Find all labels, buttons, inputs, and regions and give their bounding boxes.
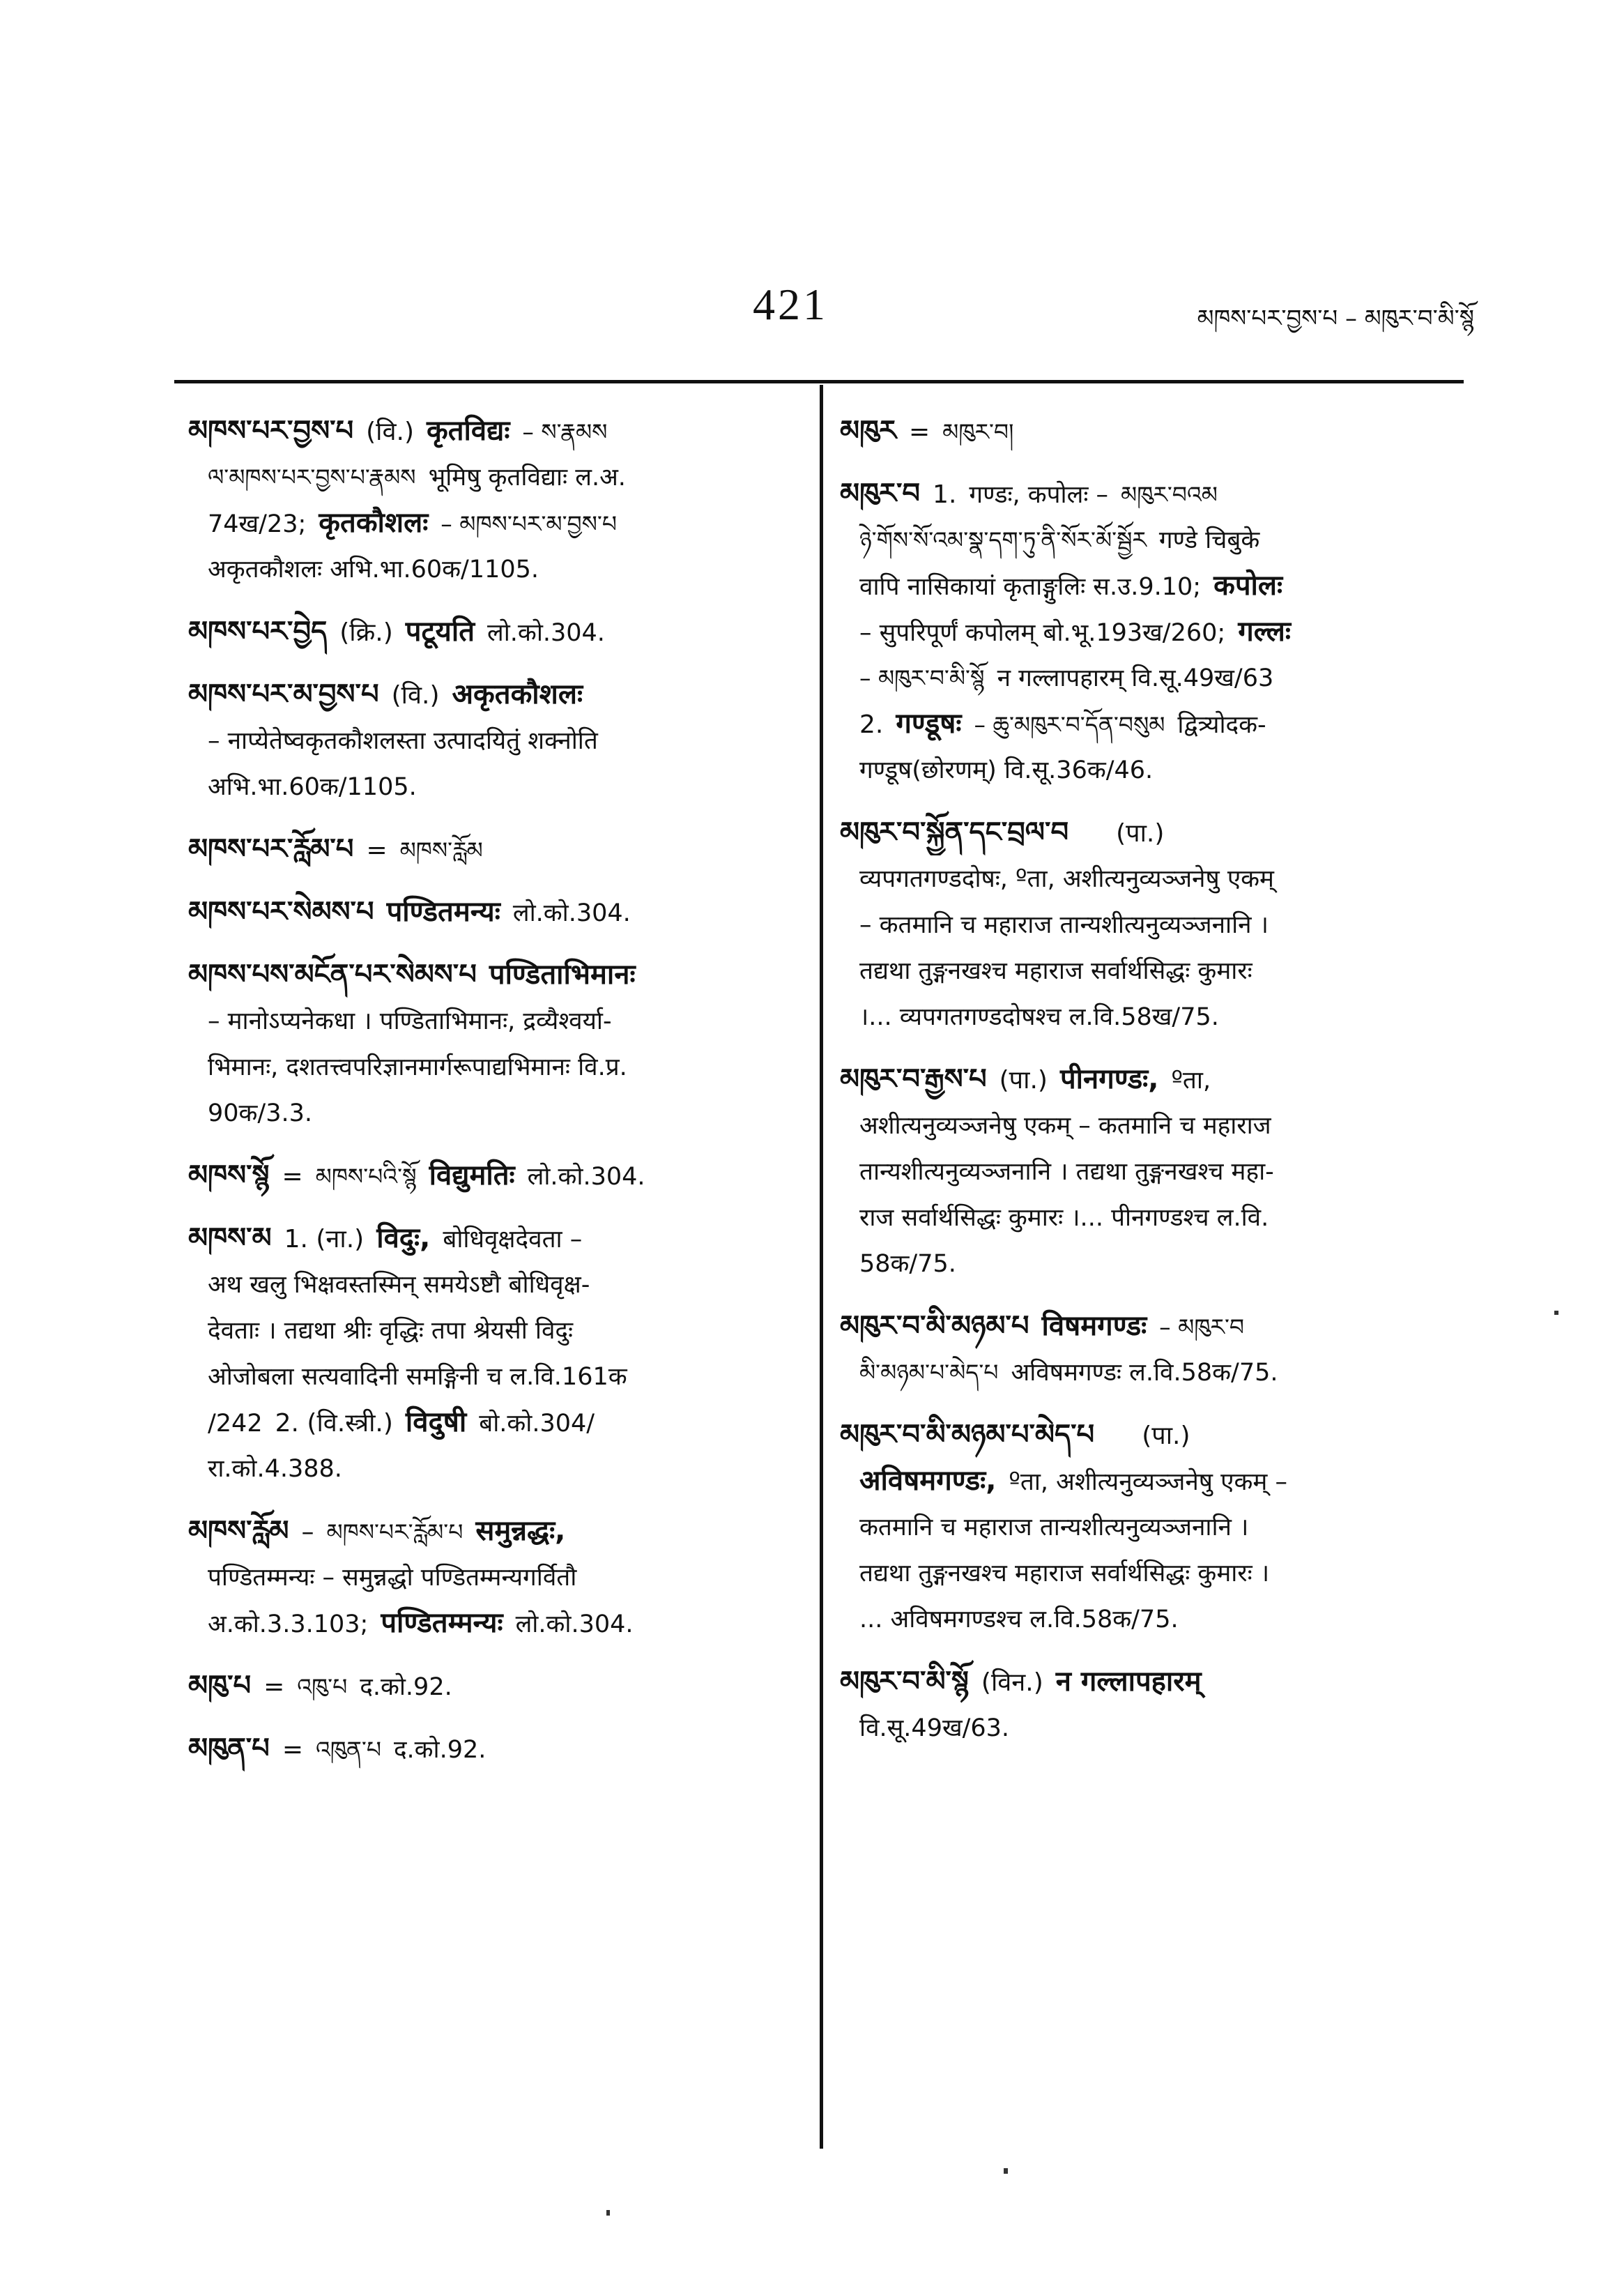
citation-text: पण्डितम्मन्यः – समुन्नद्धो पण्डितम्मन्यगर्वितौ	[208, 1564, 577, 1592]
entry-body-line	[840, 901, 1453, 947]
tibetan-example: འཁུ་པ	[297, 1673, 348, 1700]
dictionary-entry	[840, 1412, 1453, 1642]
citation-text: ... अविषमगण्डश्च ल.वि.58क/75.	[859, 1606, 1179, 1633]
entry-head-line	[188, 889, 802, 935]
dictionary-entry	[188, 408, 802, 592]
citation-text: 58क/75.	[859, 1250, 956, 1278]
sanskrit-equivalent: गण्डूषः	[896, 708, 962, 740]
entry-body-line	[188, 1044, 802, 1090]
page-number: 421	[753, 280, 828, 329]
tibetan-example: མཁས་རློམ	[399, 837, 483, 864]
citation-text: – मानोऽप्यनेकधा । पण्डिताभिमानः, द्रव्यैश्वर्या-	[208, 1007, 612, 1035]
entry-body-line	[840, 1240, 1453, 1286]
citation-text: अ.को.3.3.103;	[208, 1610, 369, 1638]
citation-text: अकृतकौशलः अभि.भा.60क/1105.	[208, 556, 539, 584]
headword: མཁུན་པ	[188, 1732, 270, 1765]
headword: མཁས་མ	[188, 1222, 272, 1254]
grammar-label: (पा.)	[1142, 1422, 1190, 1450]
headword: མཁུར་བ་མི་སྙོ	[840, 1666, 969, 1698]
headword: མཁས་པར་རློམ་པ	[188, 833, 354, 865]
sanskrit-equivalent: कपोलः	[1213, 570, 1283, 602]
headword: མཁུར་བ་མི་མཉམ་པ་མེད་པ	[840, 1419, 1095, 1451]
tibetan-example: – མཁུར་བ་མི་སྙོ	[859, 664, 985, 692]
entry-head-line	[840, 408, 1453, 454]
dictionary-entry	[188, 1508, 802, 1646]
dictionary-entry	[840, 1303, 1453, 1395]
citation-text: ।... व्यपगतगण्डदोषश्च ल.वि.58ख/75.	[859, 1003, 1219, 1031]
entry-head-line	[840, 1303, 1453, 1349]
entry-body-line	[840, 655, 1453, 701]
entry-body-line	[840, 1194, 1453, 1240]
citation-text: राज सर्वार्थसिद्धः कुमारः ।... पीनगण्डश्च ल.वि.	[859, 1204, 1269, 1232]
headword: མཁས་སྙོ	[188, 1159, 270, 1191]
sanskrit-equivalent: विद्युमतिः	[429, 1159, 515, 1191]
entry-head-line	[840, 1659, 1453, 1705]
citation-text: रा.को.4.388.	[208, 1455, 342, 1483]
entry-head-line	[840, 1412, 1453, 1458]
entry-body-line	[840, 855, 1453, 901]
headword: མཁུར	[840, 415, 896, 447]
headword: མཁས་པར་བྱས་པ	[188, 415, 354, 447]
citation-text: वि.सू.49ख/63.	[859, 1714, 1010, 1742]
entry-head-line	[188, 671, 802, 717]
citation-text: कतमानि च महाराज तान्यशीत्यनुव्यञ्जनानि ।	[859, 1514, 1249, 1541]
headword: མཁས་པར་བྱེད	[188, 616, 328, 648]
entry-body-line	[840, 563, 1453, 609]
column-divider	[820, 385, 823, 2149]
grammar-label: (वि.)	[366, 418, 414, 446]
citation-text: लो.को.304.	[512, 899, 631, 927]
citation-text: – नाप्येतेष्वकृतकौशलस्ता उत्पादयितुं शक्नोति	[208, 727, 598, 755]
dictionary-entry	[840, 1056, 1453, 1286]
tibetan-example: མི་མཉམ་པ་མེད་པ	[859, 1359, 999, 1386]
grammar-label: (पा.)	[1116, 819, 1165, 848]
entry-head-line	[188, 1215, 802, 1261]
entry-body-line	[840, 947, 1453, 993]
dictionary-entry	[840, 408, 1453, 454]
entry-body-line	[840, 1550, 1453, 1596]
tibetan-example: – མཁས་པར་མ་བྱས་པ	[441, 510, 618, 538]
citation-text: तद्यथा तुङ्गनखश्च महाराज सर्वार्थसिद्धः कुमारः ।	[859, 1560, 1270, 1587]
headword: མཁུར་བ	[840, 478, 921, 510]
entry-head-line	[188, 1663, 802, 1709]
grammar-label: =	[263, 1672, 285, 1701]
tibetan-example: འཁུན་པ	[315, 1736, 381, 1763]
entry-head-line	[188, 1152, 802, 1198]
citation-text: अभि.भा.60क/1105.	[208, 773, 417, 801]
headword: མཁུར་བ་སྐྱོན་དང་བྲལ་བ	[840, 816, 1069, 848]
speck-mark	[1004, 2168, 1008, 2174]
dictionary-entry	[188, 826, 802, 872]
entry-body-line	[840, 1504, 1453, 1550]
citation-text: द.को.92.	[393, 1736, 487, 1764]
dictionary-entry	[188, 952, 802, 1136]
entry-body-line	[188, 1600, 802, 1646]
top-rule	[174, 380, 1464, 383]
entry-body-line	[188, 500, 802, 546]
citation-text: तान्यशीत्यनुव्यञ्जनानि । तद्यथा तुङ्गनखश्च महा-	[859, 1158, 1274, 1186]
citation-text: भिमानः, दशतत्त्वपरिज्ञानमार्गरूपाद्यभिमानः वि.प्र.	[208, 1053, 627, 1081]
entry-head-line	[188, 952, 802, 998]
grammar-label: (वि.)	[391, 681, 440, 710]
entry-head-line	[188, 1508, 802, 1554]
citation-text: गण्डूष(छोरणम्) वि.सू.36क/46.	[859, 756, 1154, 784]
entry-head-line	[188, 408, 802, 454]
entry-body-line	[188, 1445, 802, 1491]
citation-text: भूमिषु कृतविद्याः ल.अ.	[428, 464, 626, 492]
speck-mark	[606, 2210, 610, 2216]
citation-text: अशीत्यनुव्यञ्जनेषु एकम् – कतमानि च महाराज	[859, 1112, 1271, 1140]
entry-body-line	[840, 701, 1453, 747]
tibetan-example: – ས་རྣམས	[522, 418, 608, 445]
citation-text: 74ख/23;	[208, 510, 307, 538]
entry-body-line	[188, 546, 802, 592]
citation-text: – सुपरिपूर्णं कपोलम् बो.भू.193ख/260;	[859, 619, 1226, 647]
grammar-label: =	[282, 1735, 303, 1764]
sanskrit-equivalent: न गल्लापहारम्	[1055, 1666, 1202, 1698]
entry-body-line	[840, 1349, 1453, 1395]
citation-text: गण्डः, कपोलः –	[969, 481, 1109, 509]
grammar-label: –	[301, 1518, 314, 1546]
entry-body-line	[188, 1554, 802, 1600]
sanskrit-equivalent: विदुषी	[405, 1406, 467, 1438]
headword: མཁས་པར་མ་བྱས་པ	[188, 678, 379, 710]
citation-text: लो.को.304.	[487, 619, 605, 647]
sanskrit-equivalent: कृतविद्यः	[427, 415, 510, 447]
citation-text: ºता, अशीत्यनुव्यञ्जनेषु एकम् –	[1009, 1468, 1287, 1496]
entry-body-line	[840, 609, 1453, 655]
citation-text: 90क/3.3.	[208, 1099, 312, 1127]
entry-body-line	[840, 517, 1453, 563]
entry-body-line	[188, 1307, 802, 1353]
citation-text: व्यपगतगण्डदोषः, ºता, अशीत्यनुव्यञ्जनेषु एकम्	[859, 865, 1274, 893]
tibetan-example: མཁུར་བ།	[942, 418, 1014, 445]
headword: མཁུ་པ	[188, 1670, 252, 1702]
grammar-label: 2. (वि.स्त्री.)	[275, 1409, 393, 1438]
grammar-label: (विन.)	[981, 1668, 1043, 1697]
sanskrit-equivalent: अकृतकौशलः	[452, 678, 583, 710]
citation-text: द.को.92.	[360, 1673, 452, 1701]
dictionary-entry	[840, 1659, 1453, 1751]
entry-body-line	[840, 1458, 1453, 1504]
dictionary-entry	[188, 1725, 802, 1771]
tibetan-example: ཉེ་གོས་སོ་འམ་སྣ་དག་ཏུ་ནི་སོར་མོ་སྦྱོར	[859, 526, 1147, 554]
right-column	[840, 408, 1453, 1767]
citation-text: ओजोबला सत्यवादिनी समङ्गिनी च ल.वि.161क	[208, 1363, 627, 1391]
dictionary-entry	[188, 671, 802, 809]
grammar-label: =	[909, 418, 930, 446]
citation-text: ºता,	[1171, 1067, 1211, 1095]
running-head: མཁས་པར་བྱས་པ – མཁུར་བ་མི་སྙོ	[1197, 305, 1474, 333]
dictionary-entry	[840, 809, 1453, 1039]
entry-body-line	[188, 998, 802, 1044]
entry-body-line	[188, 1353, 802, 1399]
citation-text: बोधिवृक्षदेवता –	[443, 1226, 583, 1254]
entry-body-line	[840, 993, 1453, 1039]
entry-body-line	[840, 1705, 1453, 1751]
sanskrit-equivalent: पीनगण्डः,	[1059, 1063, 1159, 1095]
sanskrit-equivalent: पण्डिताभिमानः	[489, 959, 636, 991]
citation-text: /242	[208, 1410, 263, 1438]
citation-text: – कतमानि च महाराज तान्यशीत्यनुव्यञ्जनानि ।	[859, 911, 1269, 939]
headword: མཁུར་བ་མི་མཉམ་པ	[840, 1310, 1029, 1342]
entry-body-line	[188, 454, 802, 500]
entry-head-line	[188, 1725, 802, 1771]
grammar-label: (क्रि.)	[339, 618, 393, 647]
sanskrit-equivalent: विषमगण्डः	[1041, 1310, 1147, 1342]
citation-text: लो.को.304.	[515, 1610, 634, 1638]
grammar-label: (पा.)	[999, 1066, 1048, 1095]
entry-body-line	[188, 1090, 802, 1136]
citation-text: अथ खलु भिक्षवस्तस्मिन् समयेऽष्टौ बोधिवृक्ष-	[208, 1271, 590, 1299]
entry-body-line	[188, 1261, 802, 1307]
citation-text: देवताः । तद्यथा श्रीः वृद्धिः तपा श्रेयसी विदुः	[208, 1317, 574, 1345]
entry-head-line	[840, 471, 1453, 517]
dictionary-entry	[188, 1663, 802, 1709]
citation-text: लो.को.304.	[527, 1163, 645, 1191]
tibetan-example: – ཆུ་མཁུར་བ་དོན་བསུམ	[974, 711, 1165, 738]
left-column	[188, 408, 802, 1788]
tibetan-example: མཁུར་བའམ	[1121, 481, 1218, 508]
sanskrit-equivalent: विदुः,	[376, 1222, 431, 1254]
headword: མཁས་པས་མངོན་པར་སེམས་པ	[188, 959, 477, 991]
citation-text: द्वित्र्योदक-	[1177, 711, 1266, 739]
tibetan-example: – མཁུར་བ	[1159, 1313, 1245, 1341]
sanskrit-equivalent: पण्डितमन्यः	[386, 896, 500, 928]
dictionary-entry	[188, 609, 802, 655]
entry-body-line	[188, 763, 802, 809]
speck-mark	[1554, 1311, 1558, 1315]
tibetan-example: མཁས་པར་རློམ་པ	[326, 1518, 464, 1546]
dictionary-entry	[188, 1152, 802, 1198]
sanskrit-equivalent: समुन्नद्धः,	[475, 1515, 566, 1547]
grammar-label: =	[366, 836, 388, 864]
citation-text: तद्यथा तुङ्गनखश्च महाराज सर्वार्थसिद्धः कुमारः	[859, 957, 1253, 985]
entry-head-line	[840, 1056, 1453, 1102]
entry-body-line	[840, 1596, 1453, 1642]
grammar-label: =	[282, 1162, 303, 1191]
grammar-label: 1. (ना.)	[284, 1225, 365, 1254]
entry-body-line	[840, 1148, 1453, 1194]
citation-text: गण्डे चिबुके	[1158, 526, 1260, 554]
sanskrit-equivalent: कृतकौशलः	[319, 507, 429, 539]
sanskrit-equivalent: पटूयति	[405, 616, 475, 648]
sanskrit-equivalent: पण्डितम्मन्यः	[381, 1607, 503, 1639]
entry-body-line	[840, 1102, 1453, 1148]
headword: མཁུར་བ་རྒྱས་པ	[840, 1063, 987, 1095]
entry-head-line	[840, 809, 1453, 855]
citation-text: बो.को.304/	[479, 1410, 595, 1438]
grammar-label: 1.	[933, 480, 957, 509]
dictionary-entry	[188, 1215, 802, 1491]
citation-text: वापि नासिकायां कृताङ्गुलिः स.उ.9.10;	[859, 573, 1202, 601]
entry-body-line	[188, 1399, 802, 1445]
grammar-label: 2.	[859, 710, 884, 739]
citation-text: न गल्लापहारम् वि.सू.49ख/63	[997, 664, 1274, 692]
tibetan-example: ལ་མཁས་པར་བྱས་པ་རྣམས	[208, 464, 416, 491]
entry-body-line	[188, 717, 802, 763]
tibetan-example: མཁས་པའི་སྙོ	[315, 1163, 417, 1190]
sanskrit-equivalent: गल्लः	[1238, 616, 1291, 648]
headword: མཁས་རློམ	[188, 1515, 289, 1547]
dictionary-entry	[840, 471, 1453, 793]
headword: མཁས་པར་སེམས་པ	[188, 896, 374, 928]
entry-head-line	[188, 609, 802, 655]
citation-text: अविषमगण्डः ल.वि.58क/75.	[1011, 1359, 1278, 1387]
dictionary-entry	[188, 889, 802, 935]
entry-body-line	[840, 747, 1453, 793]
sanskrit-equivalent: अविषमगण्डः,	[859, 1465, 997, 1497]
entry-head-line	[188, 826, 802, 872]
